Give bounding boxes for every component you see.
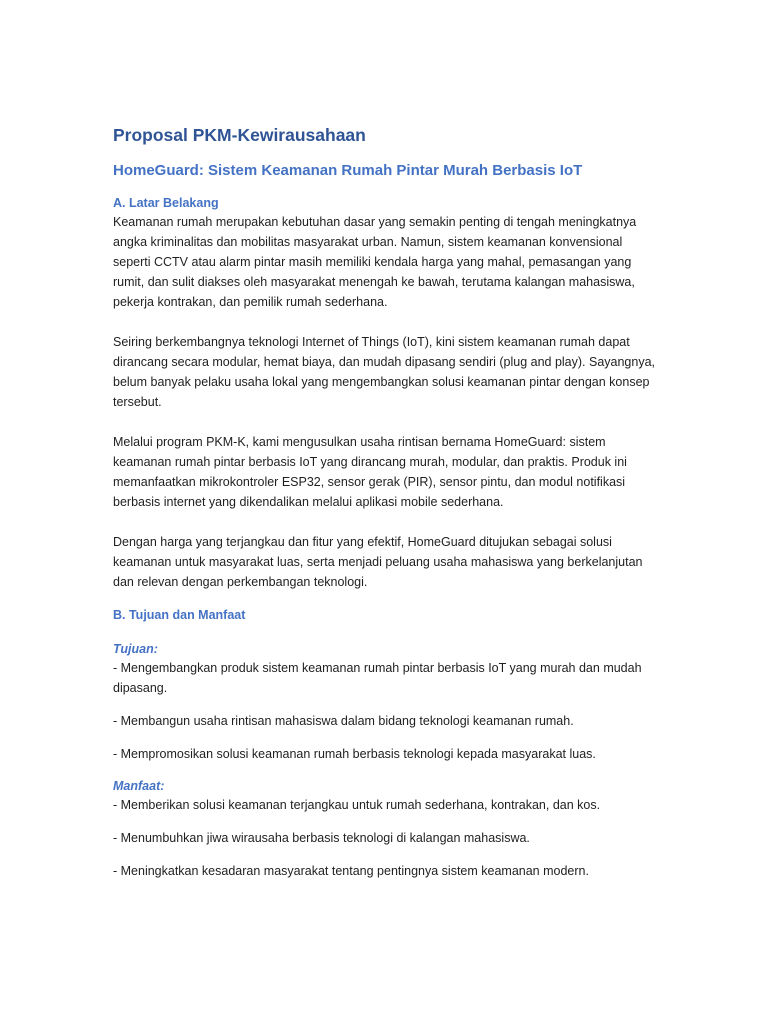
tujuan-item-1: - Mengembangkan produk sistem keamanan rumah pintar berbasis IoT yang murah dan mudah dipasang. <box>113 661 642 695</box>
manfaat-item-2: - Menumbuhkan jiwa wirausaha berbasis teknologi di kalangan mahasiswa. <box>113 831 530 845</box>
background-paragraph-1: Keamanan rumah merupakan kebutuhan dasar yang semakin penting di tengah meningkatnya angka kriminalitas dan mobilitas masyarakat urban. Namun, sistem keamanan konvensional seperti CCTV atau alarm pintar masih memiliki kendala harga yang mahal, pemasangan yang rumit, dan sulit diakses oleh masyarakat menengah ke bawah, terutama kalangan mahasiswa, pekerja kontrakan, dan pemilik rumah sederhana. <box>113 215 637 309</box>
manfaat-item-1: - Memberikan solusi keamanan terjangkau untuk rumah sederhana, kontrakan, dan kos. <box>113 798 601 812</box>
document-body <box>113 124 658 881</box>
manfaat-item-3: - Meningkatkan kesadaran masyarakat tentang pentingnya sistem keamanan modern. <box>113 864 589 878</box>
tujuan-item-2: - Membangun usaha rintisan mahasiswa dalam bidang teknologi keamanan rumah. <box>113 714 574 728</box>
background-paragraph-2: Seiring berkembangnya teknologi Internet of Things (IoT), kini sistem keamanan rumah dapat dirancang secara modular, hemat biaya, dan mudah dipasang sendiri (plug and play). Sayangnya, belum banyak pelaku usaha lokal yang mengembangkan solusi keamanan pintar dengan konsep tersebut. <box>113 335 656 409</box>
manfaat-label: Manfaat: <box>113 779 165 793</box>
section-b-heading: B. Tujuan dan Manfaat <box>113 608 246 622</box>
background-paragraph-3: Melalui program PKM-K, kami mengusulkan usaha rintisan bernama HomeGuard: sistem keamanan rumah pintar berbasis IoT yang dirancang murah, modular, dan praktis. Produk ini memanfaatkan mikrokontroler ESP32, sensor gerak (PIR), sensor pintu, dan modul notifikasi berbasis internet yang dikendalikan melalui aplikasi mobile sederhana. <box>113 435 627 509</box>
tujuan-item-3: - Mempromosikan solusi keamanan rumah berbasis teknologi kepada masyarakat luas. <box>113 747 596 761</box>
document-title: Proposal PKM-Kewirausahaan <box>113 125 366 145</box>
section-a-heading: A. Latar Belakang <box>113 196 219 210</box>
tujuan-label: Tujuan: <box>113 642 158 656</box>
document-subtitle: HomeGuard: Sistem Keamanan Rumah Pintar Murah Berbasis IoT <box>113 162 583 179</box>
background-paragraph-4: Dengan harga yang terjangkau dan fitur yang efektif, HomeGuard ditujukan sebagai solusi keamanan untuk masyarakat luas, serta menjadi peluang usaha mahasiswa yang berkelanjutan dan relevan dengan perkembangan teknologi. <box>113 535 643 589</box>
